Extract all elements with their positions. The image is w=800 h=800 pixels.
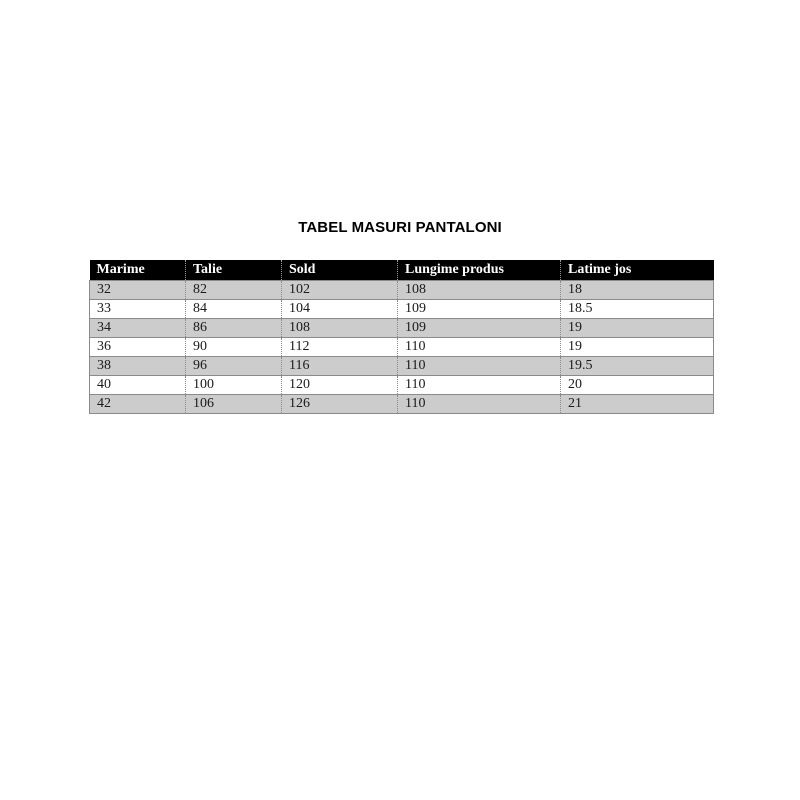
table-cell: 34 bbox=[90, 319, 186, 338]
table-cell: 110 bbox=[398, 338, 561, 357]
table-row bbox=[90, 395, 714, 414]
size-chart-table bbox=[89, 260, 714, 414]
table-cell: 110 bbox=[398, 376, 561, 395]
table-row bbox=[90, 319, 714, 338]
table-cell: 112 bbox=[282, 338, 398, 357]
header-sold: Sold bbox=[282, 260, 398, 281]
table-cell: 19.5 bbox=[561, 357, 714, 376]
table-cell: 20 bbox=[561, 376, 714, 395]
table-cell: 19 bbox=[561, 319, 714, 338]
table-cell: 100 bbox=[186, 376, 282, 395]
table-cell: 18.5 bbox=[561, 300, 714, 319]
table-cell: 32 bbox=[90, 281, 186, 300]
table-cell: 126 bbox=[282, 395, 398, 414]
table-cell: 108 bbox=[398, 281, 561, 300]
table-cell: 108 bbox=[282, 319, 398, 338]
table-cell: 84 bbox=[186, 300, 282, 319]
table-cell: 109 bbox=[398, 319, 561, 338]
table-row bbox=[90, 300, 714, 319]
table-cell: 18 bbox=[561, 281, 714, 300]
table-header-row bbox=[90, 260, 714, 281]
table-cell: 96 bbox=[186, 357, 282, 376]
table-cell: 21 bbox=[561, 395, 714, 414]
header-lungime-produs: Lungime produs bbox=[398, 260, 561, 281]
header-latime-jos: Latime jos bbox=[561, 260, 714, 281]
table-row bbox=[90, 281, 714, 300]
table-cell: 86 bbox=[186, 319, 282, 338]
table-cell: 104 bbox=[282, 300, 398, 319]
table-cell: 38 bbox=[90, 357, 186, 376]
header-talie: Talie bbox=[186, 260, 282, 281]
table-row bbox=[90, 376, 714, 395]
table-cell: 110 bbox=[398, 395, 561, 414]
table-row bbox=[90, 338, 714, 357]
table-cell: 102 bbox=[282, 281, 398, 300]
table-cell: 106 bbox=[186, 395, 282, 414]
table-cell: 109 bbox=[398, 300, 561, 319]
document-title: TABEL MASURI PANTALONI bbox=[298, 219, 502, 236]
table-cell: 40 bbox=[90, 376, 186, 395]
table-row bbox=[90, 357, 714, 376]
table-cell: 116 bbox=[282, 357, 398, 376]
table-cell: 19 bbox=[561, 338, 714, 357]
table-cell: 120 bbox=[282, 376, 398, 395]
table-cell: 36 bbox=[90, 338, 186, 357]
table-cell: 90 bbox=[186, 338, 282, 357]
table-cell: 42 bbox=[90, 395, 186, 414]
table-cell: 33 bbox=[90, 300, 186, 319]
table-cell: 82 bbox=[186, 281, 282, 300]
header-marime: Marime bbox=[90, 260, 186, 281]
table-cell: 110 bbox=[398, 357, 561, 376]
